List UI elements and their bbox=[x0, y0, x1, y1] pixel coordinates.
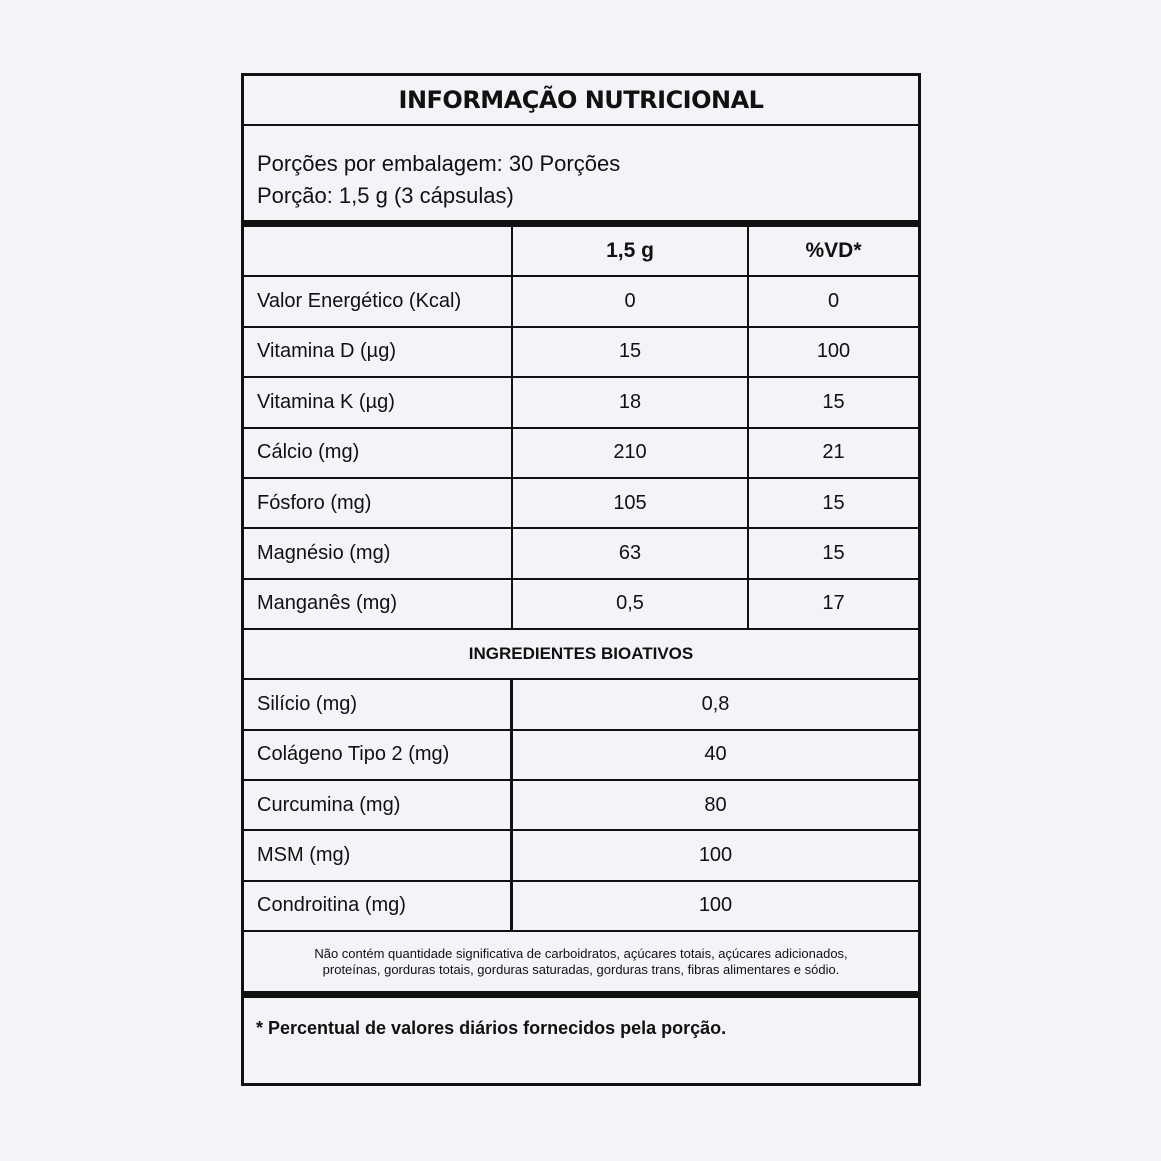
table-row bbox=[244, 479, 918, 529]
nutrient-name: Valor Energético (Kcal) bbox=[244, 277, 513, 325]
nutrition-facts-label bbox=[241, 73, 921, 1086]
nutrient-dv: 0 bbox=[827, 290, 840, 313]
table-header-row bbox=[244, 227, 918, 277]
bioactives-title: INGREDIENTES BIOATIVOS bbox=[244, 630, 918, 680]
label-title: INFORMAÇÃO NUTRICIONAL bbox=[244, 76, 918, 126]
nutrient-dv: 15 bbox=[822, 542, 845, 565]
header-amount: 1,5 g bbox=[513, 227, 749, 275]
bioactive-amount: 0,8 bbox=[701, 692, 730, 715]
nutrient-amount: 0 bbox=[513, 277, 749, 325]
nutrient-name: Cálcio (mg) bbox=[244, 429, 513, 477]
bioactive-name: Silício (mg) bbox=[244, 680, 513, 728]
table-row bbox=[244, 328, 918, 378]
bioactive-name: MSM (mg) bbox=[244, 831, 513, 879]
nutrient-dv: 17 bbox=[822, 592, 845, 615]
table-row bbox=[244, 580, 918, 630]
disclaimer-line-1: Não contém quantidade significativa de carboidratos, açúcares totais, açúcares adicionados, bbox=[314, 945, 848, 961]
bioactive-amount: 100 bbox=[698, 843, 733, 866]
nutrient-amount: 15 bbox=[513, 328, 749, 376]
nutrient-amount: 210 bbox=[513, 429, 749, 477]
bioactive-amount: 100 bbox=[698, 894, 733, 917]
nutrient-name: Vitamina K (µg) bbox=[244, 378, 513, 426]
nutrient-dv: 15 bbox=[822, 491, 845, 514]
nutrient-dv: 15 bbox=[822, 390, 845, 413]
table-row bbox=[244, 378, 918, 428]
bioactive-name: Condroitina (mg) bbox=[244, 882, 513, 930]
bioactive-name: Curcumina (mg) bbox=[244, 781, 513, 829]
nutrient-amount: 63 bbox=[513, 529, 749, 577]
table-row bbox=[244, 529, 918, 579]
table-row bbox=[244, 882, 918, 932]
table-row bbox=[244, 277, 918, 327]
nutrient-amount: 0,5 bbox=[513, 580, 749, 628]
disclaimer-line-2: proteínas, gorduras totais, gorduras saturadas, gorduras trans, fibras alimentares e sódio. bbox=[322, 961, 840, 977]
table-row bbox=[244, 731, 918, 781]
nutrient-name: Fósforo (mg) bbox=[244, 479, 513, 527]
table-row bbox=[244, 680, 918, 730]
nutrient-amount: 105 bbox=[513, 479, 749, 527]
disclaimer-note bbox=[244, 932, 918, 998]
nutrient-dv: 21 bbox=[822, 441, 845, 464]
nutrient-name: Vitamina D (µg) bbox=[244, 328, 513, 376]
header-daily-value: %VD* bbox=[805, 239, 862, 263]
nutrient-dv: 100 bbox=[816, 340, 851, 363]
servings-per-package: Porções por embalagem: 30 Porções bbox=[257, 151, 621, 176]
bioactive-amount: 40 bbox=[704, 743, 727, 766]
serving-info bbox=[244, 126, 918, 227]
bioactive-amount: 80 bbox=[704, 793, 727, 816]
portion-size: Porção: 1,5 g (3 cápsulas) bbox=[257, 183, 514, 208]
table-row bbox=[244, 429, 918, 479]
nutrient-name: Magnésio (mg) bbox=[244, 529, 513, 577]
daily-value-footnote: * Percentual de valores diários fornecidos pela porção. bbox=[256, 1018, 727, 1039]
header-nutrient bbox=[244, 227, 513, 275]
nutrient-amount: 18 bbox=[513, 378, 749, 426]
bioactive-name: Colágeno Tipo 2 (mg) bbox=[244, 731, 513, 779]
table-row bbox=[244, 781, 918, 831]
table-row bbox=[244, 831, 918, 881]
nutrient-name: Manganês (mg) bbox=[244, 580, 513, 628]
